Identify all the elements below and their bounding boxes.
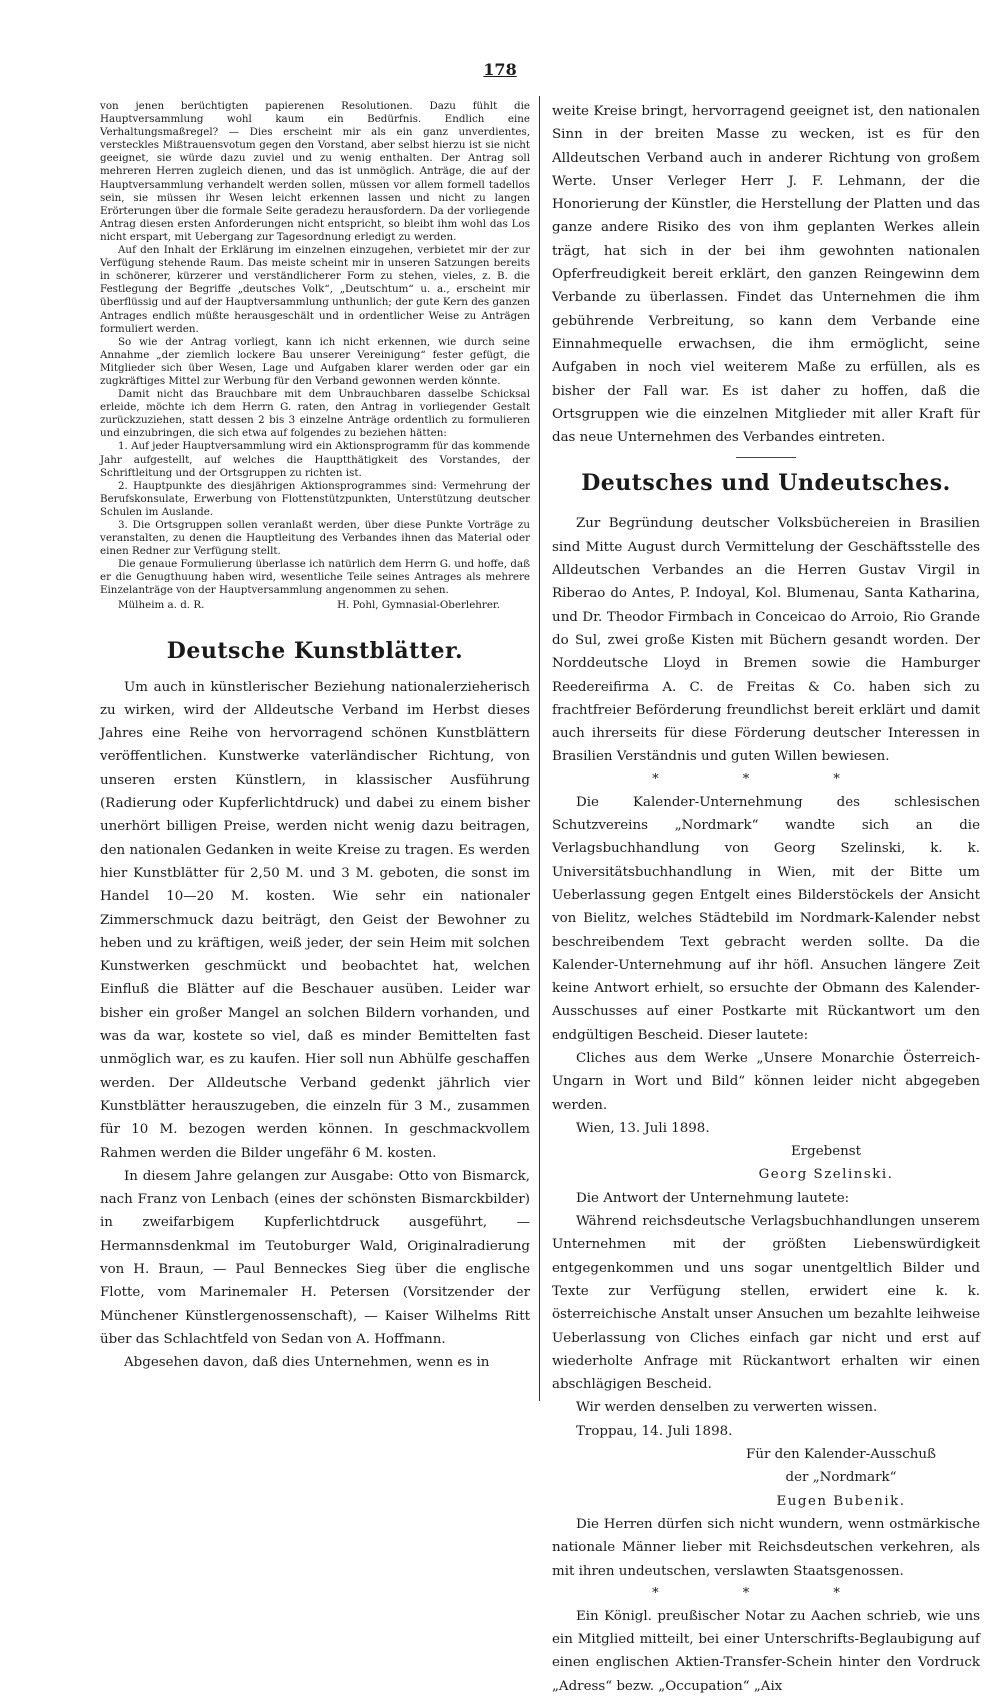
quoted-letter: Cliches aus dem Werke „Unsere Monarchie Österreich-Ungarn in Wort und Bild“ können leider nicht abgegeben werden. [552,1050,980,1113]
kunstblaetter-continuation [552,100,980,449]
paragraph: Um auch in künstlerischer Beziehung nationalerzieherisch zu wirken, wird der Alldeutsche Verband im Herbst dieses Jahres eine Reihe von hervorragend schönen Kunstblättern veröffentlichen. Kunstwerke vaterländischer Richtung, von unseren ersten Künstlern, in klassischer Ausführung (Radierung oder Kupferlichtdruck) und dabei zu einem bisher unerhört billigen Preise, werden nicht wenig dazu beitragen, den nationalen Gedanken in weite Kreise zu tragen. Es werden hier Kunstblätter für 2,50 M. und 3 M. geboten, die sonst im Handel 10—20 M. kosten. Wie sehr ein nationaler Zimmerschmuck dazu beiträgt, den Geist der Bewohner zu heben und zu kräftigen, weiß jeder, der sein Heim mit solchen Kunstwerken geschmückt und beobachtet hat, welchen Einfluß die Blätter auf die Beschauer ausüben. Leider war bisher ein großer Mangel an solchen Bildern vorhanden, und was da war, kostete so viel, daß es minder Bemittelten fast unmöglich war, es zu kaufen. Hier soll nun Abhülfe geschaffen werden. Der Alldeutsche Verband gedenkt jährlich vier Kunstblätter herauszugeben, die einzeln für 3 M., zusammen für 10 M. bezogen werden können. In geschmackvollem Rahmen werden die Bilder ungefähr 6 M. kosten. [100,679,530,1161]
letter-date: Wien, 13. Juli 1898. [576,1120,710,1136]
paragraph: Wir werden denselben zu verwerten wissen. [576,1400,878,1416]
paragraph: Die Antwort der Unternehmung lautete: [576,1190,850,1206]
paragraph: Zur Begründung deutscher Volksbüchereien in Brasilien sind Mitte August durch Vermittelung der Geschäftsstelle des Alldeutschen Verbandes an die Herren Gustav Virgil in Riberao do Antes, P. Indoyal, Kol. Blumenau, Santa Katharina, und Dr. Theodor Firmbach in Conceicao do Arroio, Rio Grande do Sul, zwei große Kisten mit Büchern gesandt worden. Der Norddeutsche Lloyd in Bremen sowie die Hamburger Reedereifirma A. C. de Freitas & Co. haben sich zu frachtfreier Beförderung freundlichst bereit erklärt und damit auch ihrerseits für diese Förderung deutscher Interessen in Brasilien Verständnis und guten Willen bewiesen. [552,516,980,765]
letter-signature: Georg Szelinski. [758,1167,894,1183]
section-heading-deutsches-undeutsches: Deutsches und Undeutsches. [581,470,951,497]
separator-rule [736,457,796,458]
list-item: 1. Auf jeder Hauptversammlung wird ein Aktionsprogramm für das kommende Jahr aufgestellt, auf welches die Hauptthätigkeit des Vorstandes, der Schriftleitung und der Ortsgruppen zu richten ist. [100,440,530,479]
letter-date: Troppau, 14. Juli 1898. [576,1423,733,1439]
paragraph: Damit nicht das Brauchbare mit dem Unbrauchbaren dasselbe Schicksal erleide, möchte ich dem Herrn G. raten, den Antrag in vorliegender Gestalt zurückzuziehen, statt dessen 2 bis 3 einzelne Anträge ordentlich zu formulieren und einzubringen, die sich etwa auf folgendes zu beziehen hätten: [100,388,530,440]
paragraph: weite Kreise bringt, hervorragend geeignet ist, den nationalen Sinn in der breiten Masse zu wecken, ist es für den Alldeutschen Verband auch in anderer Richtung von großem Werte. Unser Verleger Herr J. F. Lehmann, der die Honorierung der Künstler, die Herstellung der Platten und das ganze andere Risiko des von ihm geplanten Werkes allein trägt, hat sich in der bei ihm gewohnten nationalen Opferfreudigkeit bereit erklärt, den ganzen Reingewinn dem Verbande zu überlassen. Findet das Unternehmen die ihm gebührende Verbreitung, so kann dem Verbande eine Einnahmequelle erwachsen, die ihm ermöglicht, seine Aufgaben in noch viel weiterem Maße zu erfüllen, als es bisher der Fall war. Es ist daher zu hoffen, daß die Ortsgruppen wie die einzelnen Mitglieder mit aller Kraft für das neue Unternehmen des Verbandes eintreten. [552,104,980,446]
list-item: 3. Die Ortsgruppen sollen veranlaßt werden, über diese Punkte Vorträge zu veranstalten, zu denen die Hauptleitung des Verbandes ihnen das Material oder einen Redner zur Verfügung stellt. [100,519,530,558]
kunstblaetter-article [100,676,530,1375]
paragraph: In diesem Jahre gelangen zur Ausgabe: Otto von Bismarck, nach Franz von Lenbach (eines der schönsten Bismarckbilder) in zweifarbigem Kupferlichtdruck ausgeführt, — Hermannsdenkmal im Teutoburger Wald, Originalradierung von H. Braun, — Paul Benneckes Sieg über die englische Flotte, vom Marinemaler H. Petersen (Vorsitzender der Münchener Künstlergenossenschaft), — Kaiser Wilhelms Ritt über das Schlachtfeld von Sedan von A. Hoffmann. [100,1168,530,1347]
signature-name: Eugen Bubenik. [776,1493,906,1509]
star-separator: * * * [652,771,880,787]
list-item: 2. Hauptpunkte des diesjährigen Aktionsprogrammes sind: Vermehrung der Berufskonsulate, Erwerbung von Flottenstützpunkten, Unterstützung deutscher Schulen im Auslande. [100,479,530,518]
signature-committee: Für den Kalender-Ausschuß [746,1447,936,1463]
paragraph: Die Herren dürfen sich nicht wundern, wenn ostmärkische nationale Männer lieber mit Reichsdeutschen verkehren, als mit ihren undeutschen, verslawten Staatsgenossen. [552,1516,980,1579]
paragraph: Abgesehen davon, daß dies Unternehmen, wenn es in [124,1355,490,1371]
signature-place: Mülheim a. d. R. [118,598,205,611]
paragraph: Ein Königl. preußischer Notar zu Aachen schrieb, wie uns ein Mitglied mitteilt, bei einer Unterschrifts-Beglaubigung auf einen englischen Aktien-Transfer-Schein hinter den Vordruck „Adress“ bezw. „Occupation“ „Aix [552,1608,980,1694]
section-heading-kunstblaetter: Deutsche Kunstblätter. [166,637,464,664]
left-column [100,100,530,1374]
signature-org: der „Nordmark“ [785,1470,897,1486]
paragraph: So wie der Antrag vorliegt, kann ich nicht erkennen, wie durch seine Annahme „der ziemlich lockere Bau unserer Vereinigung“ fester gefügt, die Mitglieder sich über Wesen, Lage und Aufgaben klarer werden oder gar ein zugkräftiges Mittel zur Werbung für den Verband gewonnen werden könnte. [100,335,530,387]
paragraph: von jenen berüchtigten papierenen Resolutionen. Dazu fühlt die Hauptversammlung wohl kaum ein Bedürfnis. Endlich eine Verhaltungsmaßregel? — Dies erscheint mir als ein ganz unverdientes, versteckles Mißtrauensvotum gegen den Vorstand, aber selbst hierzu ist sie nicht geeignet, sie würde dazu zuviel und zu wenig enthalten. Der Antrag soll mehreren Herren zugleich dienen, und das ist unmöglich. Anträge, die auf der Hauptversammlung verhandelt werden sollen, müssen vor allem formell tadellos sein, sie müssen ihr Wesen leicht erkennen lassen und nicht zu langen Erörterungen über die formale Seite geradezu herausfordern. Da der vorliegende Antrag diesen ersten Anforderungen nicht entspricht, so bleibt ihm wohl das Los nicht erspart, mit Uebergang zur Tagesordnung erledigt zu werden. [100,100,530,243]
deutsches-undeutsches-article [552,512,980,1698]
paragraph: Auf den Inhalt der Erklärung im einzelnen einzugehen, verbietet mir der zur Verfügung stehende Raum. Das meiste scheint mir in unseren Satzungen bereits in schönerer, kürzerer und verständlicherer Form zu stehen, vieles, z. B. die Festlegung der Begriffe „deutsches Volk“, „Deutschtum“ u. a., erscheint mir überflüssig und auf der Hauptversammlung unthunlich; der gute Kern des ganzen Antrages endlich müßte herausgeschält und in ordentlicher Weise zu Anträgen formuliert werden. [100,244,530,335]
resolution-letter [100,100,530,612]
paragraph: Die genaue Formulierung überlasse ich natürlich dem Herrn G. und hoffe, daß er die Genugthuung haben wird, wesentliche Teile seines Antrages als mehrere Einzelanträge von der Hauptversammlung angenommen zu sehen. [100,558,530,597]
page-number: 178 [483,60,517,79]
column-divider [539,96,540,1401]
paragraph: Die Kalender-Unternehmung des schlesischen Schutzvereins „Nordmark“ wandte sich an die Verlagsbuchhandlung von Georg Szelinski, k. k. Universitätsbuchhandlung in Wien, mit der Bitte um Ueberlassung gegen Entgelt eines Bilderstöckels der Ansicht von Bielitz, welches Städtebild im Nordmark-Kalender nebst beschreibendem Text gebracht werden sollte. Da die Kalender-Unternehmung auf ihr höfl. Ansuchen längere Zeit keine Antwort erhielt, so ersuchte der Obmann des Kalender-Ausschusses auf einer Postkarte mit Rückantwort um den endgültigen Bescheid. Dieser lautete: [552,794,980,1043]
star-separator: * * * [652,1585,880,1601]
signature-line [100,598,530,612]
letter-greeting: Ergebenst [790,1144,862,1160]
signature-name: H. Pohl, Gymnasial-Oberlehrer. [337,598,500,611]
quoted-letter: Während reichsdeutsche Verlagsbuchhandlungen unserem Unternehmen mit der größten Liebenswürdigkeit entgegenkommen und uns sogar unentgeltlich Bilder und Texte zur Verfügung stellen, erwidert eine k. k. österreichische Anstalt unser Ansuchen um bezahlte leihweise Ueberlassung von Cliches einfach gar nicht und erst auf wiederholte Anfrage mit Rückantwort erhalten wir einen abschlägigen Bescheid. [552,1214,980,1393]
right-column [552,100,980,1698]
